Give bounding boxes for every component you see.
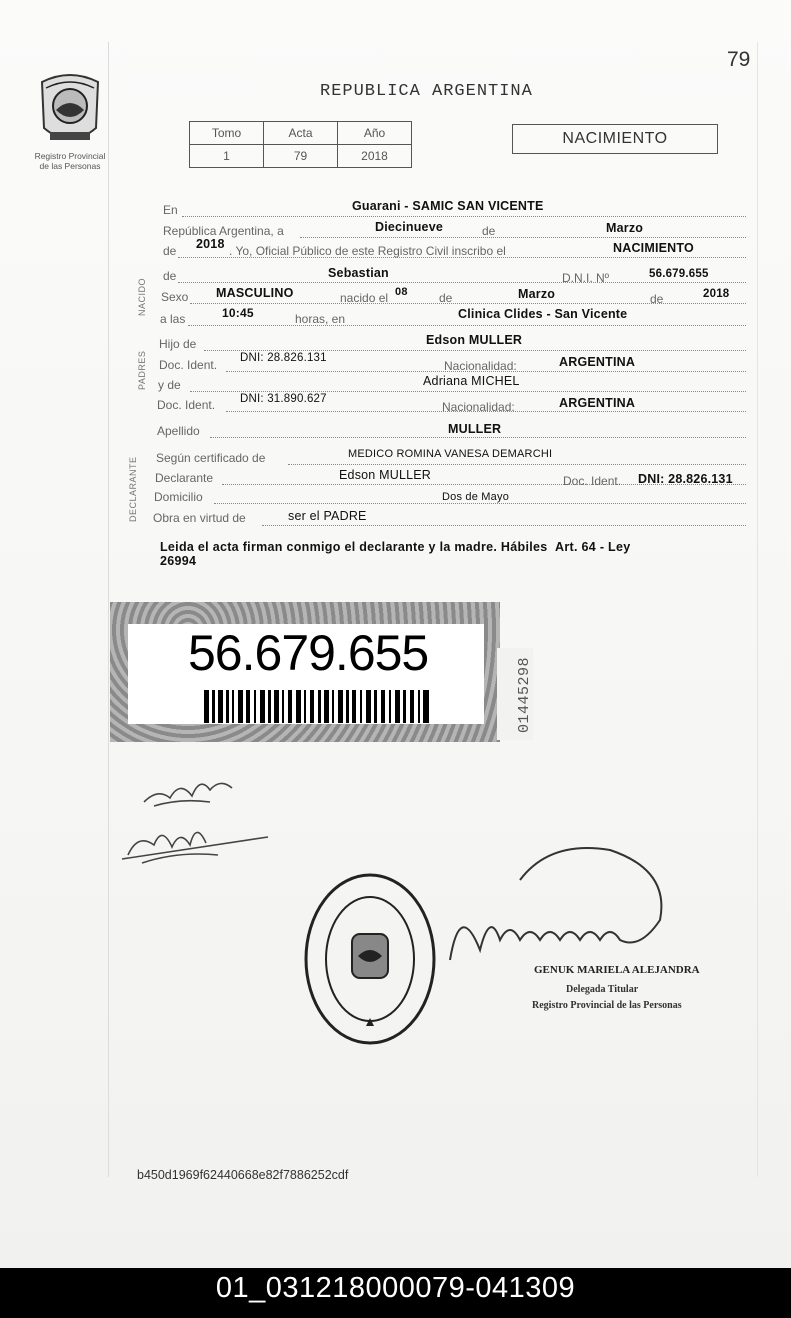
inscribo-value: NACIMIENTO <box>613 241 694 255</box>
sticker-number: 56.679.655 <box>188 625 429 681</box>
official-stamp-icon <box>300 870 440 1048</box>
record-type-box: NACIMIENTO <box>512 124 718 154</box>
lugar-value: Clinica Clides - San Vicente <box>458 307 628 321</box>
page-number: 79 <box>727 48 751 71</box>
padre-nombre-value: Edson MULLER <box>426 333 523 347</box>
doc3-label: Doc. Ident. <box>563 474 622 488</box>
domicilio-value: Dos de Mayo <box>442 491 510 503</box>
madre-doc-value: DNI: 31.890.627 <box>240 393 327 405</box>
republica-label: República Argentina, a <box>163 224 284 238</box>
padre-nac-value: ARGENTINA <box>559 355 636 369</box>
acta-header: Acta <box>264 122 338 145</box>
en-label: En <box>163 203 178 217</box>
de2-label: de <box>163 244 177 258</box>
hora-value: 10:45 <box>222 306 254 320</box>
tomo-header: Tomo <box>190 122 264 145</box>
de-label: de <box>482 224 496 238</box>
sexo-label: Sexo <box>161 290 189 304</box>
footer-code: 01_031218000079-041309 <box>215 1272 576 1304</box>
obra-value: ser el PADRE <box>288 509 367 523</box>
year-value: 2018 <box>196 237 225 251</box>
en-value: Guarani - SAMIC SAN VICENTE <box>352 199 544 213</box>
doc-label: Doc. Ident. <box>159 358 218 372</box>
madre-nac-value: ARGENTINA <box>559 396 636 410</box>
apellido-label: Apellido <box>157 424 200 438</box>
declarante-label: Declarante <box>155 471 214 485</box>
day-words-value: Diecinueve <box>375 220 444 234</box>
domicilio-line <box>214 503 746 504</box>
declarant-signature-icon <box>140 768 240 810</box>
en-line <box>182 216 746 217</box>
declarante-value: Edson MULLER <box>339 468 432 482</box>
document-title: REPUBLICA ARGENTINA <box>320 82 533 101</box>
month-value: Marzo <box>606 221 644 235</box>
closing-note-article: Art. 64 - Ley <box>555 540 631 554</box>
registry-label-line1: Registro Provincial <box>34 151 106 161</box>
domicilio-label: Domicilio <box>154 490 203 504</box>
apellido-value: MULLER <box>448 422 502 436</box>
hora-line <box>188 325 746 326</box>
certificado-value: MEDICO ROMINA VANESA DEMARCHI <box>348 448 553 460</box>
provincial-emblem-icon <box>36 70 104 148</box>
closing-note-line2: 26994 <box>160 554 197 568</box>
anio-value: 2018 <box>338 145 412 168</box>
obra-label: Obra en virtud de <box>153 511 246 525</box>
obra-line <box>262 525 746 526</box>
horas-label: horas, en <box>295 312 346 326</box>
nacido-anio-value: 2018 <box>703 288 730 300</box>
declarante-doc-value: DNI: 28.826.131 <box>638 472 733 486</box>
madre-nombre-value: Adriana MICHEL <box>423 374 520 388</box>
certificado-line <box>288 464 746 465</box>
sticker-label <box>128 624 484 724</box>
tomo-value: 1 <box>190 145 264 168</box>
nacido-mes-value: Marzo <box>518 287 556 301</box>
madre-line <box>190 391 746 392</box>
doc2-label: Doc. Ident. <box>157 398 216 412</box>
yde-label: y de <box>158 378 181 392</box>
side-label-nacido: NACIDO <box>137 277 147 316</box>
nombre-value: Sebastian <box>328 266 389 280</box>
closing-note <box>160 540 750 568</box>
apellido-line <box>210 437 746 438</box>
document-hash: b450d1969f62440668e82f7886252cdf <box>137 1168 349 1182</box>
sticker-side-code: 01445298 <box>516 656 533 733</box>
signatory-title: Delegada Titular <box>566 984 639 995</box>
dni-label: D.N.I. Nº <box>562 271 610 285</box>
side-label-declarante: DECLARANTE <box>128 456 138 522</box>
acta-value: 79 <box>264 145 338 168</box>
nacido-dia-value: 08 <box>395 286 408 298</box>
nac-label: Nacionalidad: <box>444 359 517 373</box>
fecha-line <box>300 237 746 238</box>
dni-value: 56.679.655 <box>649 268 709 280</box>
registry-label <box>22 151 118 171</box>
sexo-value: MASCULINO <box>216 286 294 300</box>
signatory-office: Registro Provincial de las Personas <box>532 1000 682 1011</box>
padre-line <box>204 350 746 351</box>
nac2-label: Nacionalidad: <box>442 400 515 414</box>
oficial-text: . Yo, Oficial Público de este Registro Civil inscribo el <box>229 244 506 258</box>
registry-label-line2: de las Personas <box>39 161 101 171</box>
padre-doc-value: DNI: 28.826.131 <box>240 352 327 364</box>
de3-label: de <box>163 269 177 283</box>
mother-signature-icon <box>118 815 278 870</box>
de4-label: de <box>439 291 453 305</box>
nacido-label: nacido el <box>340 291 389 305</box>
signatory-name: GENUK MARIELA ALEJANDRA <box>534 964 700 976</box>
certificado-label: Según certificado de <box>156 451 266 465</box>
closing-note-line1: Leida el acta firman conmigo el declarante y la madre. Hábiles <box>160 540 548 554</box>
side-label-padres: PADRES <box>137 350 147 390</box>
record-table <box>189 121 412 168</box>
anio-header: Año <box>338 122 412 145</box>
barcode-icon <box>204 690 429 723</box>
nombre-line <box>178 282 746 283</box>
alas-label: a las <box>160 312 186 326</box>
hijo-label: Hijo de <box>159 337 197 351</box>
de5-label: de <box>650 292 664 306</box>
dni-sticker <box>110 602 500 742</box>
